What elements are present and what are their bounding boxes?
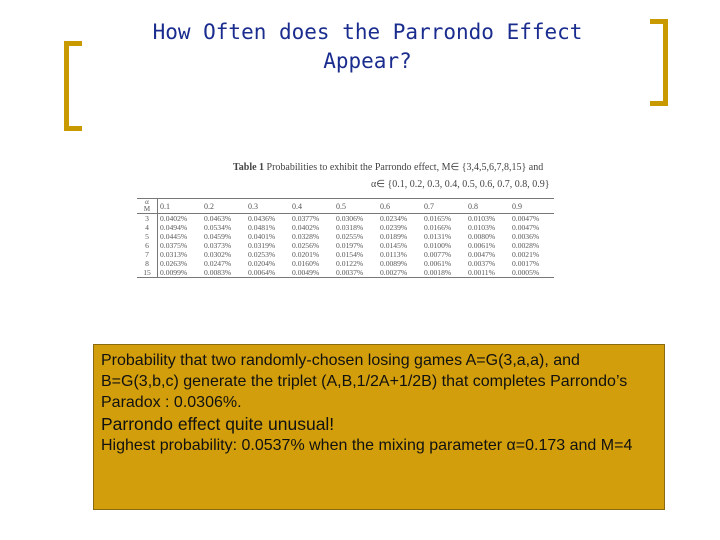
table-cell: 0.0189% xyxy=(380,232,408,241)
table-cell: 0.0401% xyxy=(248,232,276,241)
table-cell: 0.0234% xyxy=(380,214,408,223)
corner-alpha: α xyxy=(145,198,149,206)
table-cell: 0.0049% xyxy=(290,268,334,278)
table-row-m-label: 4 xyxy=(137,223,158,232)
summary-textbox xyxy=(93,344,665,510)
table-column-header: 0.1 xyxy=(158,199,203,214)
table-cell: 0.0166% xyxy=(424,223,452,232)
table-row-m-label: 7 xyxy=(137,250,158,259)
table-column-header: 0.5 xyxy=(334,199,378,214)
table-cell: 0.0318% xyxy=(336,223,364,232)
table-cell: 0.0197% xyxy=(336,241,364,250)
table-column-header: 0.8 xyxy=(466,199,510,214)
table-cell: 0.0436% xyxy=(248,214,276,223)
table-cell: 0.0481% xyxy=(248,223,276,232)
table-cell: 0.0083% xyxy=(202,268,246,278)
table-cell: 0.0061% xyxy=(424,259,452,268)
table-corner-cell xyxy=(137,199,158,214)
table-row-m-label: 3 xyxy=(137,214,158,224)
table-cell: 0.0099% xyxy=(158,268,203,278)
table-caption-label: Table 1 xyxy=(233,162,265,173)
table-cell: 0.0534% xyxy=(204,223,232,232)
table-cell: 0.0255% xyxy=(336,232,364,241)
table-cell: 0.0028% xyxy=(512,241,540,250)
table-cell: 0.0263% xyxy=(160,259,188,268)
table-cell: 0.0113% xyxy=(380,250,407,259)
table-column-header: 0.7 xyxy=(422,199,466,214)
table-row-m-label: 8 xyxy=(137,259,158,268)
table-cell: 0.0402% xyxy=(292,223,320,232)
summary-paragraph-2: Parrondo effect quite unusual! xyxy=(101,414,335,434)
table-cell: 0.0160% xyxy=(292,259,320,268)
table-cell: 0.0122% xyxy=(336,259,364,268)
table-cell: 0.0061% xyxy=(468,241,496,250)
table-cell: 0.0239% xyxy=(380,223,408,232)
table-cell: 0.0247% xyxy=(204,259,232,268)
table-cell: 0.0145% xyxy=(380,241,408,250)
table-cell: 0.0017% xyxy=(512,259,540,268)
table-cell: 0.0402% xyxy=(160,214,188,223)
table-caption-text: Probabilities to exhibit the Parrondo effect, M∈ {3,4,5,6,7,8,15} and xyxy=(266,162,544,173)
table-cell: 0.0047% xyxy=(512,223,540,232)
table-cell: 0.0313% xyxy=(160,250,188,259)
probability-table xyxy=(137,198,554,278)
table-cell: 0.0100% xyxy=(424,241,452,250)
table-row xyxy=(137,268,554,278)
table-cell: 0.0011% xyxy=(466,268,510,278)
table-column-header: 0.3 xyxy=(246,199,290,214)
table-row xyxy=(137,223,554,232)
table-column-header: 0.2 xyxy=(202,199,246,214)
table-cell: 0.0080% xyxy=(468,232,496,241)
table-cell: 0.0018% xyxy=(422,268,466,278)
left-bracket-decoration xyxy=(64,41,82,131)
table-column-header: 0.6 xyxy=(378,199,422,214)
table-row xyxy=(137,250,554,259)
table-cell: 0.0302% xyxy=(204,250,232,259)
table-cell: 0.0089% xyxy=(380,259,408,268)
table-cell: 0.0328% xyxy=(292,232,320,241)
table-cell: 0.0319% xyxy=(248,241,276,250)
table-cell: 0.0204% xyxy=(248,259,276,268)
right-bracket-decoration xyxy=(650,19,668,106)
table-cell: 0.0373% xyxy=(204,241,232,250)
table-cell: 0.0494% xyxy=(160,223,188,232)
table-cell: 0.0064% xyxy=(246,268,290,278)
table-cell: 0.0306% xyxy=(336,214,364,223)
table-row-m-label: 5 xyxy=(137,232,158,241)
table-cell: 0.0463% xyxy=(204,214,232,223)
table-cell: 0.0103% xyxy=(468,223,496,232)
table-cell: 0.0131% xyxy=(424,232,452,241)
table-row-m-label: 6 xyxy=(137,241,158,250)
table-column-header: 0.4 xyxy=(290,199,334,214)
probability-table-figure xyxy=(137,155,572,298)
table-cell: 0.0103% xyxy=(468,214,496,223)
table-row-m-label: 15 xyxy=(137,268,158,278)
slide-title: How Often does the Parrondo Effect Appear? xyxy=(152,20,583,73)
summary-paragraph-1: Probability that two randomly-chosen losing games A=G(3,a,a), and B=G(3,b,c) generate the triplet (A,B,1/2A+1/2B) that completes Parrondo’s Paradox : 0.0306%. xyxy=(101,352,628,411)
table-row xyxy=(137,214,554,224)
table-cell: 0.0375% xyxy=(160,241,188,250)
table-cell: 0.0077% xyxy=(424,250,452,259)
table-body xyxy=(137,214,554,278)
table-cell: 0.0047% xyxy=(512,214,540,223)
table-column-header: 0.9 xyxy=(510,199,554,214)
table-cell: 0.0253% xyxy=(248,250,276,259)
table-cell: 0.0165% xyxy=(424,214,452,223)
table-header-row xyxy=(137,199,554,214)
table-cell: 0.0256% xyxy=(292,241,320,250)
table-cell: 0.0037% xyxy=(468,259,496,268)
table-cell: 0.0459% xyxy=(204,232,232,241)
table-cell: 0.0005% xyxy=(510,268,554,278)
table-cell: 0.0377% xyxy=(292,214,320,223)
table-cell: 0.0047% xyxy=(468,250,496,259)
table-cell: 0.0201% xyxy=(292,250,320,259)
summary-paragraph-3: Highest probability: 0.0537% when the mixing parameter α=0.173 and M=4 xyxy=(101,437,633,454)
table-row xyxy=(137,232,554,241)
table-caption-line1 xyxy=(233,162,543,173)
table-cell: 0.0445% xyxy=(160,232,188,241)
table-caption-line2: α∈ {0.1, 0.2, 0.3, 0.4, 0.5, 0.6, 0.7, 0.8, 0.9} xyxy=(371,179,550,190)
table-row xyxy=(137,241,554,250)
table-cell: 0.0037% xyxy=(334,268,378,278)
table-cell: 0.0036% xyxy=(512,232,540,241)
table-row xyxy=(137,259,554,268)
corner-m: M xyxy=(143,205,151,213)
table-cell: 0.0021% xyxy=(512,250,540,259)
table-cell: 0.0027% xyxy=(378,268,422,278)
table-cell: 0.0154% xyxy=(336,250,364,259)
